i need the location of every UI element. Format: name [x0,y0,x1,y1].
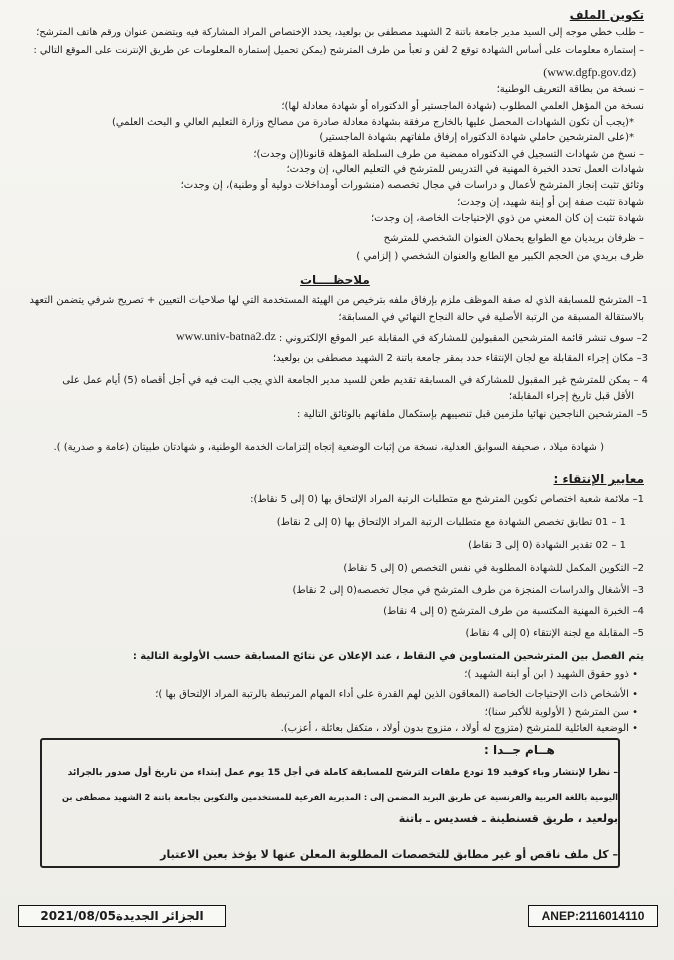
criteria-item-2: 2– التكوين المكمل للشهادة المطلوبة في نفس التخصص (0 إلى 5 نقاط) [343,563,644,574]
criteria-item-4: 4– الخبرة المهنية المكتسبة من طرف المترشح (0 إلى 4 نقاط) [383,606,644,617]
note-item-4b: الأقل قبل تاريخ إجراء المقابلة؛ [508,391,634,402]
file-line-1: – طلب خطي موجه إلى السيد مدير جامعة باتنة 2 الشهيد مصطفى بن بولعيد، يحدد الإختصاص المراد المشاركة فيه ويتضمن عنوان ورقم هاتف المترشح؛ [36,27,644,38]
notice-line-2: اليومية باللغة العربية والفرنسية عن طريق البريد المضمن إلى : المديرية الفرعية للمستخدمين والتكوين بجامعة باتنة 2 الشهيد مصطفى بن [61,792,618,802]
notice-line-1: – نظرا لإنتشار وباء كوفيد 19 تودع ملفات الترشح للمسابقة كاملة في أجل 15 يوم عمل إبتداء من تاريخ أول صدور بالجرائد [67,767,618,778]
notice-line-4: – كل ملف ناقص أو غير مطابق للتخصصات المطلوبة المعلن عنها لا يؤخذ بعين الاعتبار [160,848,618,861]
file-line-5: *(يجب أن تكون الشهادات المحصل عليها بالخارج مرفقة بشهادة معادلة صادرة من مصالح وزارة التعليم العالي و البحث العلمي) [111,117,634,128]
tiebreak-item-3: • سن المترشح ( الأولوية للأكبر سنا)؛ [484,707,638,718]
note-item-5: 5– المترشحين الناجحين نهائيا ملزمين قبل تنصيبهم بإستكمال ملفاتهم بالوثائق التالية : [296,409,648,420]
file-line-6: *(على المترشحين حاملي شهادة الدكتوراه إرفاق ملفاتهم بشهادة الماجستير) [319,132,634,143]
notes-section-heading: ملاحظــــات [300,273,370,287]
file-section-heading: تكوين الملف [569,8,644,22]
note-item-1: 1– المترشح للمسابقة الذي له صفة الموظف ملزم بإرفاق ملفه بترخيص من الهيئة المستخدمة التي لها صلاحيات التعيين + تصريح شرفي يتضمن التعهد [29,295,648,306]
file-line-2: – إستمارة معلومات على أساس الشهادة توقع 2 لفن و تعبأ من طرف المترشح (يمكن تحميل إستمارة المعلومات عن طريق الإنترنت على الموقع التالي : [33,45,644,56]
tiebreak-item-1: • ذوو حقوق الشهيد ( ابن أو ابنة الشهيد )؛ [464,669,638,680]
newspaper-date-box: الجزائر الجديدة2021/08/05 [18,905,226,927]
tiebreak-item-4: • الوضعية العائلية للمترشح (متزوج له أولاد ، متزوج بدون أولاد ، متكفل بعائلة ، أعزب). [280,723,638,734]
criteria-item-5: 5– المقابلة مع لجنة الإنتقاء (0 إلى 4 نقاط) [465,628,644,639]
note-website: www.univ-batna2.dz [176,329,276,343]
criteria-item-1-01: 1 – 01 تطابق تخصص الشهادة مع متطلبات الرتبة المراد الإلتحاق بها (0 إلى 2 نقاط) [276,517,626,528]
anep-reference-box: ANEP:2116014110 [528,905,658,927]
criteria-item-3: 3– الأشغال والدراسات المنجزة من طرف المترشح في مجال تخصصه(0 إلى 2 نقاط) [292,585,644,596]
file-line-13: ظرف بريدي من الحجم الكبير مع الطابع والعنوان الشخصي ( إلزامي ) [356,251,644,262]
important-notice-title: هــام جــدا : [484,743,555,757]
criteria-item-1: 1– ملائمة شعبة اختصاص تكوين المترشح مع متطلبات الرتبة المراد الإلتحاق بها (0 إلى 5 نقاط): [250,494,644,505]
file-website: (www.dgfp.gov.dz) [543,65,636,79]
file-line-3: – نسخة من بطاقة التعريف الوطنية؛ [496,84,644,95]
note-item-2: 2– سوف تنشر قائمة المترشحين المقبولين للمشاركة في المقابلة عبر الموقع الإلكتروني : [278,333,648,344]
file-line-7: – نسخ من شهادات التسجيل في الدكتوراه ممضية من طرف السلطة المؤهلة قانونا(إن وجدت)؛ [253,149,644,160]
notice-line-3: بولعيد ، طريق قسنطينة ـ فسديس ـ باتنة [398,812,618,825]
criteria-item-1-02: 1 – 02 تقدير الشهادة (0 إلى 3 نقاط) [468,540,626,551]
file-line-9: وثائق تثبت إنجاز المترشح لأعمال و دراسات في مجال تخصصه (منشورات أومداخلات دولية أو وطنية)، إن وجدت؛ [180,180,644,191]
file-line-10: شهادة تثبت صفة إبن أو إبنة شهيد، إن وجدت؛ [457,197,644,208]
criteria-section-heading: معايير الإنتقاء : [553,472,644,486]
file-line-4: نسخة من المؤهل العلمي المطلوب (شهادة الماجستير أو الدكتوراه أو شهادة معادلة لها)؛ [281,101,644,112]
note-item-5-docs: ( شهادة ميلاد ، صحيفة السوابق العدلية، نسخة من إثبات الوضعية إتجاه إلتزامات الخدمة الوطنية، و شهادتان طبيتان (عامة و صدرية) ). [53,442,604,453]
file-line-8: شهادات العمل تحدد الخبرة المهنية في التدريس للمترشح في التعليم العالي، إن وجدت؛ [286,164,644,175]
tiebreak-item-2: • الأشخاص ذات الإحتياجات الخاصة (المعاقون الذين لهم القدرة على أداء المهام المرتبطة بالرتبة المراد الإلتحاق بها )؛ [155,689,638,700]
file-line-12: – ظرفان بريديان مع الطوابع يحملان العنوان الشخصي للمترشح [383,233,644,244]
tiebreak-intro: يتم الفصل بين المترشحين المتساوين في النقاط ، عند الإعلان عن نتائج المسابقة حسب الأولوية التالية : [132,651,644,662]
note-item-3: 3– مكان إجراء المقابلة مع لجان الإنتقاء حدد بمقر جامعة باتنة 2 الشهيد مصطفى بن بولعيد؛ [272,353,648,364]
file-line-11: شهادة تثبت إن كان المعني من ذوي الإحتياجات الخاصة، إن وجدت؛ [370,213,644,224]
note-item-4: 4 – يمكن للمترشح غير المقبول للمشاركة في المسابقة تقديم طعن للسيد مدير الجامعة الذي يجب البت فيه في أجل أقصاه (5) أيام عمل على [62,375,648,386]
note-item-1b: بالاستقالة المسبقة من الرتبة الأصلية في حالة النجاح النهائي في المسابقة؛ [338,312,644,323]
